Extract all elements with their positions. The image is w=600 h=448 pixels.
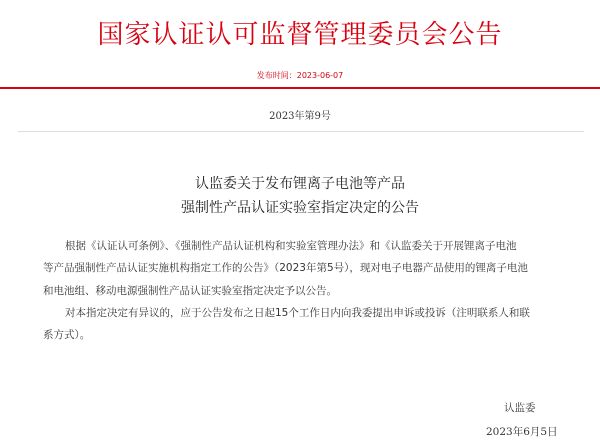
- signature-date: 2023年6月5日: [486, 426, 558, 438]
- body-paragraph-1-line-1: 根据《认证认可条例》、《强制性产品认证机构和实验室管理办法》和《认监委关于开展锂离子电池: [65, 240, 517, 252]
- body-paragraph-2-line-1: 对本指定决定有异议的，应于公告发布之日起15个工作日内向我委提出申诉或投诉（注明联系人和联: [65, 307, 530, 319]
- page-title: 国家认证认可监督管理委员会公告: [97, 20, 503, 50]
- header-divider: [0, 87, 600, 89]
- body-paragraph-1-line-3: 和电池组、移动电源强制性产品认证实验室指定决定予以公告。: [43, 285, 337, 297]
- publish-date: 发布时间：2023-06-07: [256, 71, 344, 80]
- body-paragraph-2-line-2: 系方式）。: [43, 329, 91, 341]
- signature-organization: 认监委: [504, 402, 536, 414]
- section-divider: [18, 131, 584, 132]
- notice-title-line-2: 强制性产品认证实验室指定决定的公告: [181, 200, 419, 216]
- notice-title-line-1: 认监委关于发布锂离子电池等产品: [195, 176, 405, 192]
- document-number: 2023年第9号: [269, 111, 331, 122]
- body-paragraph-1-line-2: 等产品强制性产品认证实施机构指定工作的公告》（2023年第5号），现对电子电器产品使用的锂离子电池: [43, 262, 528, 274]
